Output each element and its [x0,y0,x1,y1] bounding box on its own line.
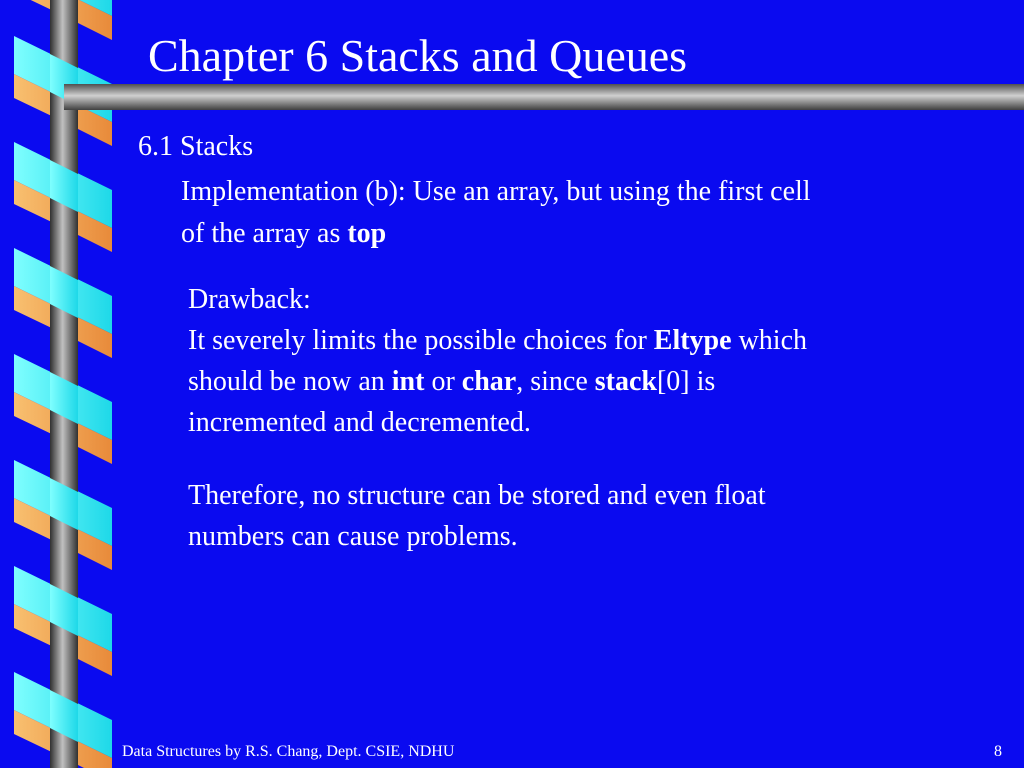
therefore-line-2: numbers can cause problems. [188,521,518,552]
implementation-line-1: Implementation (b): Use an array, but using the first cell [181,176,811,207]
slide-title: Chapter 6 Stacks and Queues [148,30,688,81]
drawback-line-2: should be now an int or char, since stack[0] is [188,366,716,397]
drawback-paragraph [188,279,988,443]
keyword-char: char [461,366,517,397]
footer-credit: Data Structures by R.S. Chang, Dept. CSIE, NDHU [122,743,455,760]
title-divider-bar [64,84,1024,110]
drawback-line-1: It severely limits the possible choices for Eltype which [188,325,807,356]
keyword-stack: stack [594,366,657,397]
section-heading: 6.1 Stacks [138,131,254,162]
drawback-line-3: incremented and decremented. [188,407,531,438]
implementation-line-2: of the array as top [181,218,387,249]
keyword-top: top [347,218,387,249]
keyword-int: int [391,366,425,397]
therefore-line-1: Therefore, no structure can be stored and even float [188,480,766,511]
drawback-heading: Drawback: [188,284,311,315]
therefore-paragraph [188,475,988,557]
implementation-paragraph [181,171,981,255]
page-number: 8 [994,743,1002,760]
decorative-ribbon [0,0,120,768]
keyword-eltype: Eltype [653,325,732,356]
